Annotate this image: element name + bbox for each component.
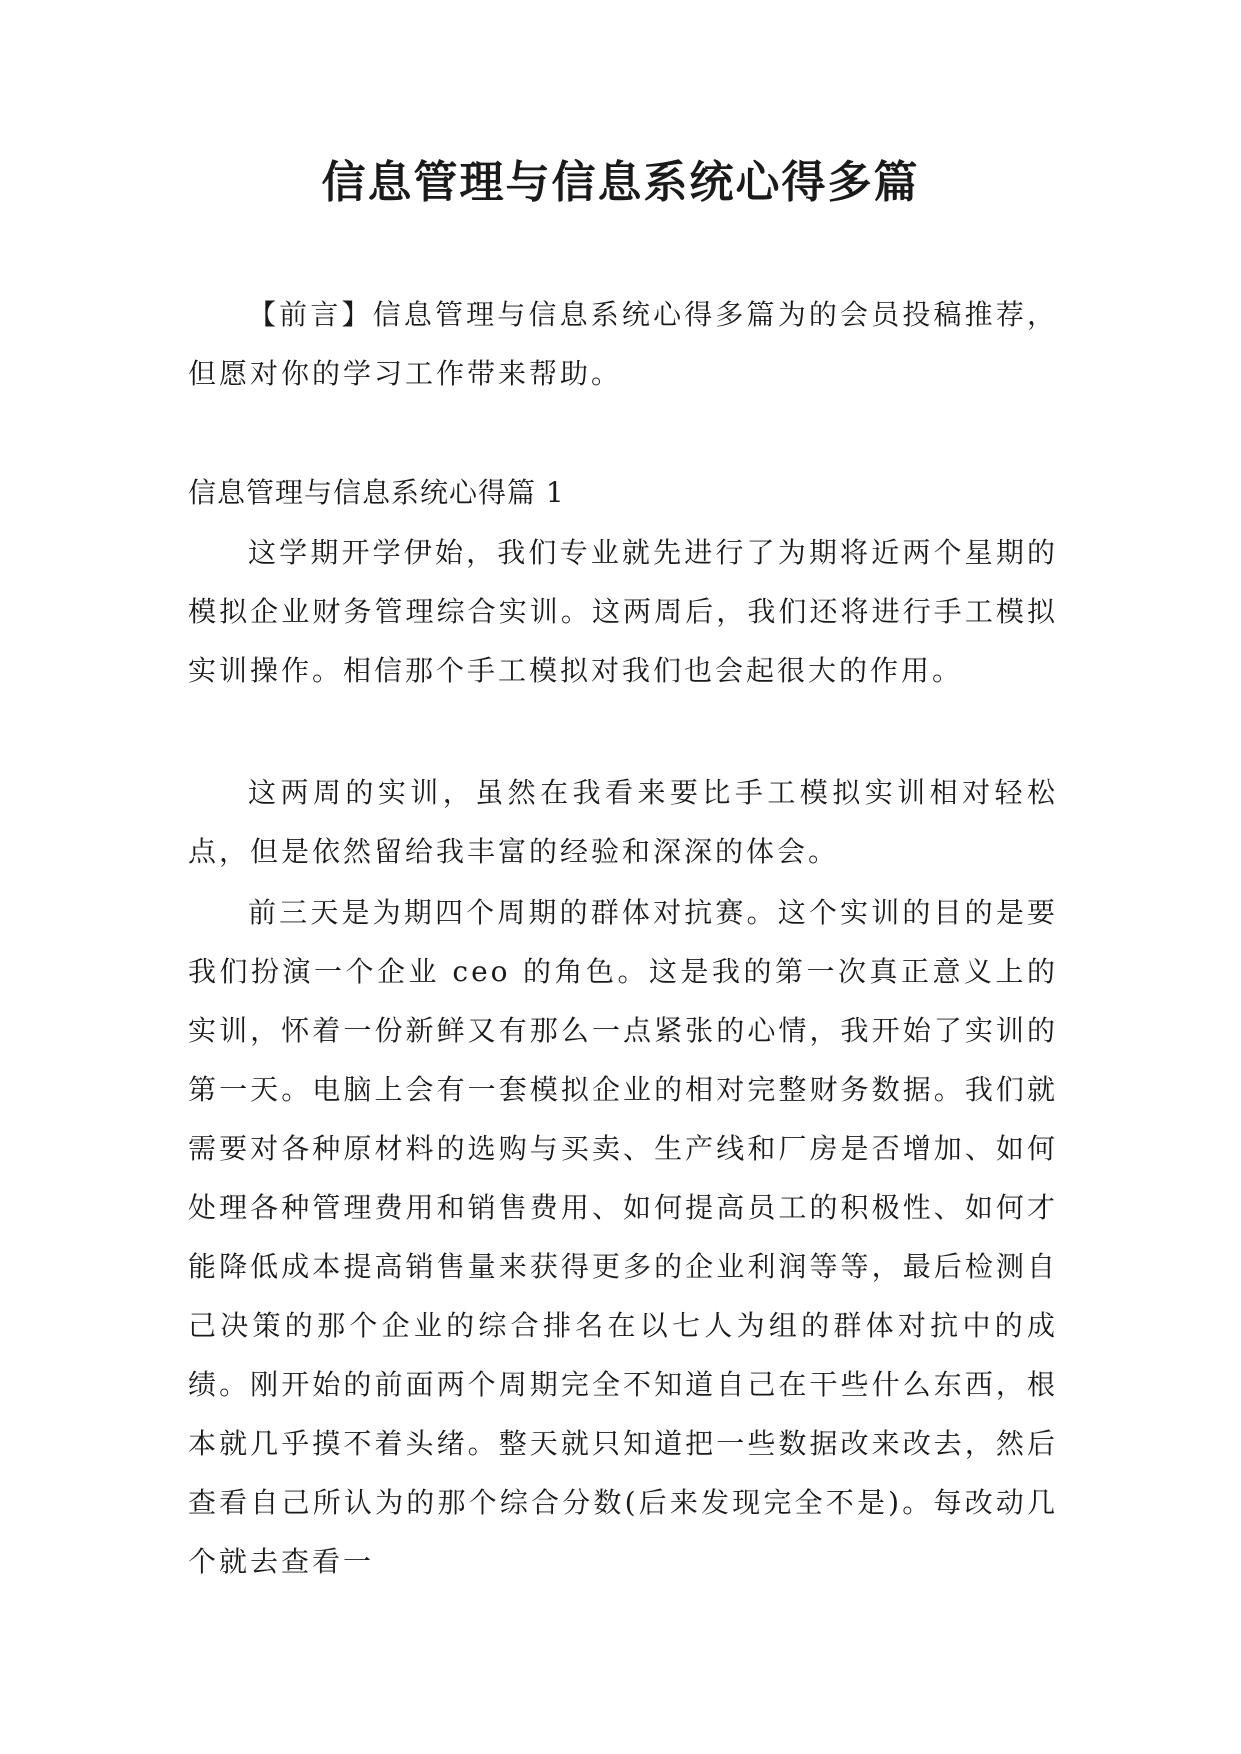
preface-paragraph: 【前言】信息管理与信息系统心得多篇为的会员投稿推荐，但愿对你的学习工作带来帮助。 bbox=[188, 298, 1058, 390]
section-heading: 信息管理与信息系统心得篇 1 bbox=[188, 476, 565, 509]
body-paragraph: 前三天是为期四个周期的群体对抗赛。这个实训的目的是要我们扮演一个企业 ceo 的角色。这是我的第一次真正意义上的实训，怀着一份新鲜又有那么一点紧张的心情，我开始了实训的第一天。电脑上会有一套模拟企业的相对完整财务数据。我们就需要对各种原材料的选购与买卖、生产线和厂房是否增加、如何处理各种管理费用和销售费用、如何提高员工的积极性、如何才能降低成本提高销售量来获得更多的企业利润等等，最后检测自己决策的那个企业的综合排名在以七人为组的群体对抗中的成绩。刚开始的前面两个周期完全不知道自己在干些什么东西，根本就几乎摸不着头绪。整天就只知道把一些数据改来改去，然后查看自己所认为的那个综合分数(后来发现完全不是)。每改动几个就去查看一 bbox=[188, 896, 1058, 1578]
body-paragraph: 这学期开学伊始，我们专业就先进行了为期将近两个星期的模拟企业财务管理综合实训。这两周后，我们还将进行手工模拟实训操作。相信那个手工模拟对我们也会起很大的作用。 bbox=[188, 536, 1058, 687]
body-paragraph: 这两周的实训，虽然在我看来要比手工模拟实训相对轻松点，但是依然留给我丰富的经验和深深的体会。 bbox=[188, 776, 1058, 868]
document-title: 信息管理与信息系统心得多篇 bbox=[321, 157, 920, 208]
